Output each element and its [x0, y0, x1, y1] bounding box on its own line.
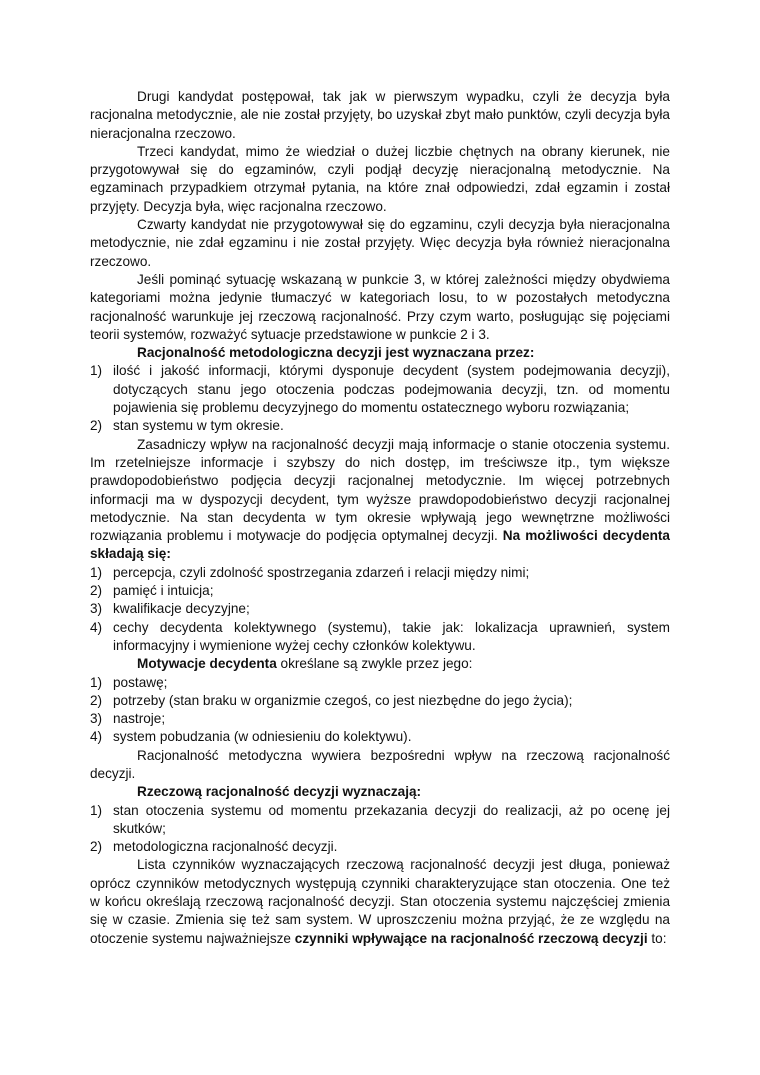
list-item: 1) postawę;	[90, 674, 168, 690]
heading-material-rationality: Rzeczową racjonalność decyzji wyznaczają:	[137, 784, 422, 800]
list-item: 3) kwalifikacje decyzyjne;	[90, 601, 250, 617]
heading-methodological-rationality: Racjonalność metodologiczna decyzji jest wyznaczana przez:	[137, 345, 535, 361]
bold-motivations: Motywacje decydenta	[137, 656, 277, 672]
list-item: 1) stan otoczenia systemu od momentu przekazania decyzji do realizacji, aż po ocenę jej skutków;	[90, 802, 670, 836]
list-item: 4) cechy decydenta kolektywnego (systemu), takie jak: lokalizacja uprawnień, system informacyjny i wymienione wyżej cechy członków kolektywu.	[90, 619, 670, 653]
list-motivations	[90, 674, 670, 747]
list-item: 1) ilość i jakość informacji, którymi dysponuje decydent (system podejmowania decyzji), dotyczących stanu jego otoczenia podczas podejmowania decyzji, tzn. od momentu pojawienia się problemu decyzyjnego do momentu ostatecznego wyboru rozwiązania;	[90, 363, 670, 416]
paragraph-direct-influence: Racjonalność metodyczna wywiera bezpośredni wpływ na rzeczową racjonalność decyzji.	[90, 747, 670, 781]
paragraph-summary: Jeśli pominąć sytuację wskazaną w punkcie 3, w której zależności między obydwiema kategoriami można jedynie tłumaczyć w kategoriach losu, to w pozostałych metodyczna racjonalność warunkuje jej rzeczową racjonalność. Przy czym warto, posługując się pojęciami teorii systemów, rozważyć sytuacje przedstawione w punkcie 2 i 3.	[90, 271, 670, 342]
bold-material-factors: czynniki wpływające na racjonalność rzeczową decyzji	[294, 930, 648, 946]
paragraph-information-influence: Zasadniczy wpływ na racjonalność decyzji mają informacje o stanie otoczenia systemu. Im rzetelniejsze informacje i szybszy do nich dostęp, im treściwsze itp., tym większe prawdopodobieństwo podjęcia decyzji racjonalnej metodycznie. Im więcej potrzebnych informacji ma w dyspozycji decydent, tym wyższe prawdopodobieństwo decyzji racjonalnej metodycznie. Na stan decydenta w tym okresie wpływają jego wewnętrzne możliwości rozwiązania problemu i motywacje do podjęcia optymalnej decyzji. Na możliwości decydenta składają się:	[90, 436, 670, 562]
list-item: 2) metodologiczna racjonalność decyzji.	[90, 839, 338, 855]
list-item: 2) potrzeby (stan braku w organizmie czegoś, co jest niezbędne do jego życia);	[90, 692, 573, 708]
list-methodological-factors	[90, 362, 670, 435]
paragraph-fourth-candidate: Czwarty kandydat nie przygotowywał się do egzaminu, czyli decyzja była nieracjonalna metodycznie, nie zdał egzaminu i nie został przyjęty. Więc decyzja była również nieracjonalna rzeczowo.	[90, 217, 670, 269]
bold-decision-maker-capabilities: Na możliwości decydenta składają się:	[90, 528, 670, 562]
paragraph-motivations: Motywacje decydenta określane są zwykle przez jego:	[137, 656, 473, 672]
list-item: 4) system pobudzania (w odniesieniu do kolektywu).	[90, 729, 412, 745]
list-capabilities	[90, 564, 670, 655]
paragraph-factor-list: Lista czynników wyznaczających rzeczową racjonalność decyzji jest długa, ponieważ oprócz czynników metodycznych występują czynniki charakteryzujące stan otoczenia. One też w końcu określają rzeczową racjonalność decyzji. Stan otoczenia systemu najczęściej zmienia się w czasie. Zmienia się też sam system. W uproszczeniu można przyjąć, że ze względu na otoczenie systemu najważniejsze czynniki wpływające na racjonalność rzeczową decyzji to:	[90, 857, 670, 946]
list-item: 2) stan systemu w tym okresie.	[90, 418, 284, 434]
document-page	[90, 88, 670, 948]
paragraph-second-candidate: Drugi kandydat postępował, tak jak w pierwszym wypadku, czyli że decyzja była racjonalna metodycznie, ale nie został przyjęty, bo uzyskał zbyt mało punktów, czyli decyzja była nieracjonalna rzeczowo.	[90, 89, 670, 141]
list-item: 2) pamięć i intuicja;	[90, 583, 214, 599]
list-item: 3) nastroje;	[90, 711, 166, 727]
list-material-factors	[90, 802, 670, 857]
list-item: 1) percepcja, czyli zdolność spostrzegania zdarzeń i relacji między nimi;	[90, 564, 530, 580]
paragraph-third-candidate: Trzeci kandydat, mimo że wiedział o dużej liczbie chętnych na obrany kierunek, nie przygotowywał się do egzaminów, czyli podjął decyzję nieracjonalną metodycznie. Na egzaminach przypadkiem otrzymał pytania, na które znał odpowiedzi, zdał egzamin i został przyjęty. Decyzja była, więc racjonalna rzeczowo.	[90, 143, 670, 214]
